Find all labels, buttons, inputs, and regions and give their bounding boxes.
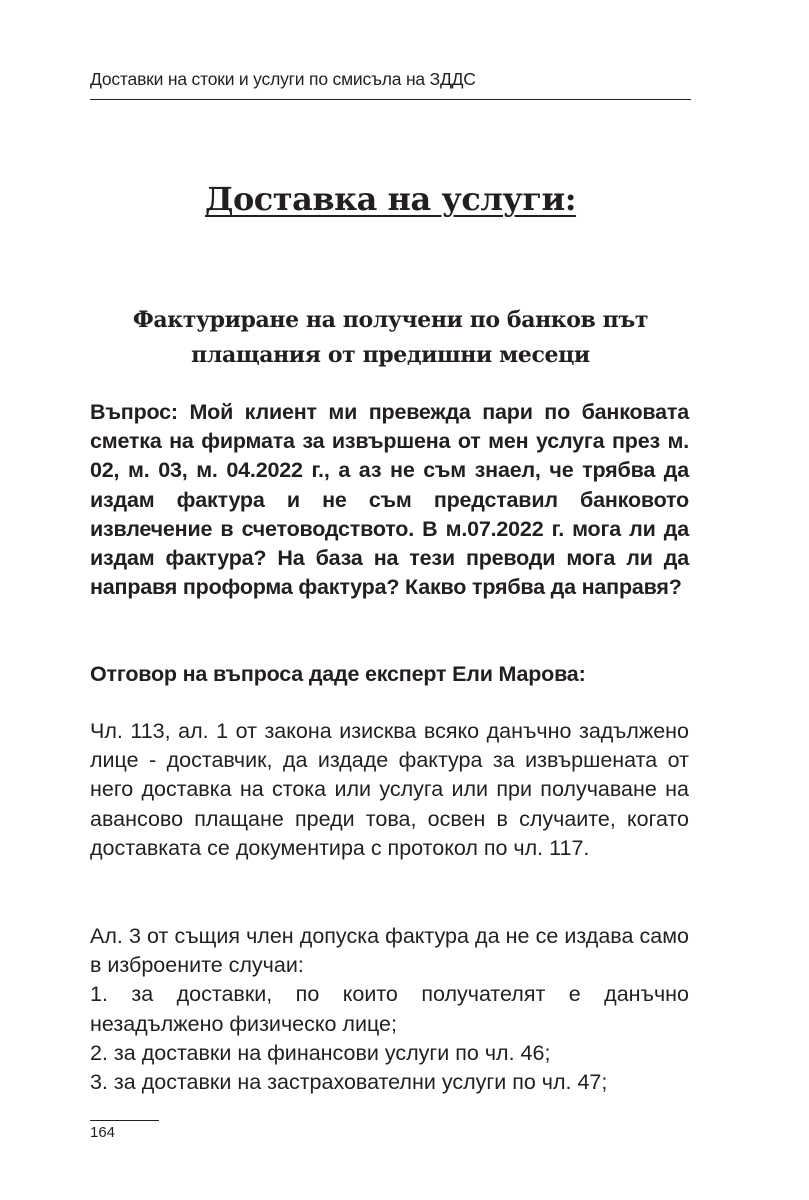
list-item: 2. за доставки на финансови услуги по чл. 46; [90,1040,551,1065]
section-title [90,303,691,373]
paragraph-2-intro: Ал. 3 от същия член допуска фактура да не се издава само в изброените случаи: [90,924,689,978]
answer-paragraph-2 [90,922,689,1097]
question-paragraph: Въпрос: Мой клиент ми превежда пари по банковата сметка на фирмата за извършена от мен услуга през м. 02, м. 03, м. 04.2022 г., а аз не съм знаел, че трябва да издам фактура и не съм представил банковото извлечение в счетоводството. В м.07.2022 г. мога ли да издам фактура? На база на тези преводи мога ли да направя проформа фактура? Какво трябва да направя? [90,400,689,600]
section-title-line-1: Фактуриране на получени по банков път [132,307,649,333]
section-title-line-2: плащания от предишни месеци [191,342,590,368]
header-rule [90,99,691,100]
answer-heading: Отговор на въпроса даде експерт Ели Марова: [90,662,586,686]
list-item: 3. за доставки на застрахователни услуги по чл. 47; [90,1070,608,1095]
footer-rule [90,1120,159,1121]
page-number: 164 [90,1124,116,1141]
list-item: 1. за доставки, по които получателят е данъчно незадължено физическо лице; [90,982,689,1036]
running-header: Доставки на стоки и услуги по смисъла на ЗДДС [90,69,476,89]
answer-paragraph-1: Чл. 113, ал. 1 от закона изисква всяко данъчно задължено лице - доставчик, да издаде фактура за извършената от него доставка на стока или услуга или при получаване на авансово плащане преди това, освен в случаите, когато доставката се документира с протокол по чл. 117. [90,719,689,860]
chapter-title: Доставка на услуги: [204,180,577,218]
